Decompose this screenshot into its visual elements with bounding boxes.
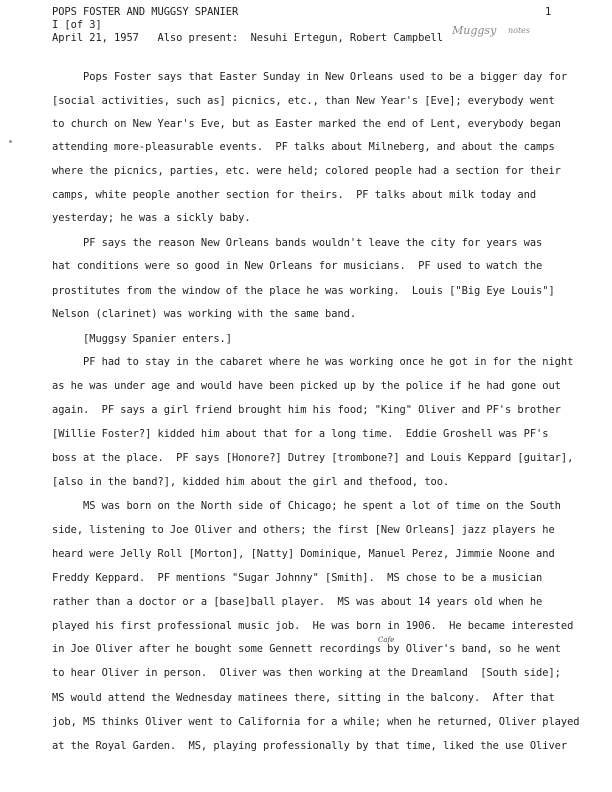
body-line: MS was born on the North side of Chicago; he spent a lot of time on the South <box>52 500 561 512</box>
body-line: as he was under age and would have been picked up by the police if he had gone out <box>52 380 561 392</box>
body-line: [Muggsy Spanier enters.] <box>52 333 232 345</box>
body-line: rather than a doctor or a [base]ball player. MS was about 14 years old when he <box>52 596 543 608</box>
reel-label: I [of 3] <box>52 19 102 31</box>
handwritten-note-2: notes <box>508 26 531 35</box>
body-line: PF says the reason New Orleans bands wouldn't leave the city for years was <box>52 237 543 249</box>
body-line: to hear Oliver in person. Oliver was then working at the Dreamland [South side]; <box>52 667 561 679</box>
body-line: [also in the band?], kidded him about the girl and thefood, too. <box>52 476 450 488</box>
body-line: Freddy Keppard. PF mentions "Sugar Johnny" [Smith]. MS chose to be a musician <box>52 572 543 584</box>
body-line: in Joe Oliver after he bought some Gennett recordings by Oliver's band, so he went <box>52 643 561 655</box>
body-line: [Willie Foster?] kidded him about that for a long time. Eddie Groshell was PF's <box>52 428 549 440</box>
body-line: Pops Foster says that Easter Sunday in New Orleans used to be a bigger day for <box>52 71 568 83</box>
body-line: camps, white people another section for theirs. PF talks about milk today and <box>52 189 537 201</box>
handwritten-note: Muggsy <box>452 24 497 37</box>
date-attendees-line: April 21, 1957 Also present: Nesuhi Ertegun, Robert Campbell <box>52 32 443 44</box>
body-line: MS would attend the Wednesday matinees there, sitting in the balcony. After that <box>52 692 555 704</box>
page-number: 1 <box>545 6 552 18</box>
body-line: Nelson (clarinet) was working with the same band. <box>52 308 357 320</box>
body-line: boss at the place. PF says [Honore?] Dutrey [trombone?] and Louis Keppard [guitar], <box>52 452 574 464</box>
body-line: attending more-pleasurable events. PF talks about Milneberg, and about the camps <box>52 141 555 153</box>
body-line: played his first professional music job. He was born in 1906. He became interested <box>52 620 574 632</box>
body-line: job, MS thinks Oliver went to California for a while; when he returned, Oliver played <box>52 716 580 728</box>
body-line: at the Royal Garden. MS, playing professionally by that time, liked the use Oliver <box>52 740 568 752</box>
body-line: hat conditions were so good in New Orleans for musicians. PF used to watch the <box>52 260 543 272</box>
body-line: where the picnics, parties, etc. were held; colored people had a section for their <box>52 165 561 177</box>
body-line: heard were Jelly Roll [Morton], [Natty] Dominique, Manuel Perez, Jimmie Noone and <box>52 548 555 560</box>
body-line: yesterday; he was a sickly baby. <box>52 212 251 224</box>
body-line: [social activities, such as] picnics, etc., than New Year's [Eve]; everybody went <box>52 95 555 107</box>
document-title: POPS FOSTER AND MUGGSY SPANIER <box>52 6 239 18</box>
handwritten-insertion: Cafe <box>378 636 395 644</box>
margin-mark <box>9 140 12 143</box>
body-line: to church on New Year's Eve, but as Easter marked the end of Lent, everybody began <box>52 118 561 130</box>
body-line: side, listening to Joe Oliver and others; the first [New Orleans] jazz players he <box>52 524 555 536</box>
body-line: prostitutes from the window of the place he was working. Louis ["Big Eye Louis"] <box>52 285 555 297</box>
body-line: again. PF says a girl friend brought him his food; "King" Oliver and PF's brother <box>52 404 561 416</box>
body-line: PF had to stay in the cabaret where he was working once he got in for the night <box>52 356 574 368</box>
